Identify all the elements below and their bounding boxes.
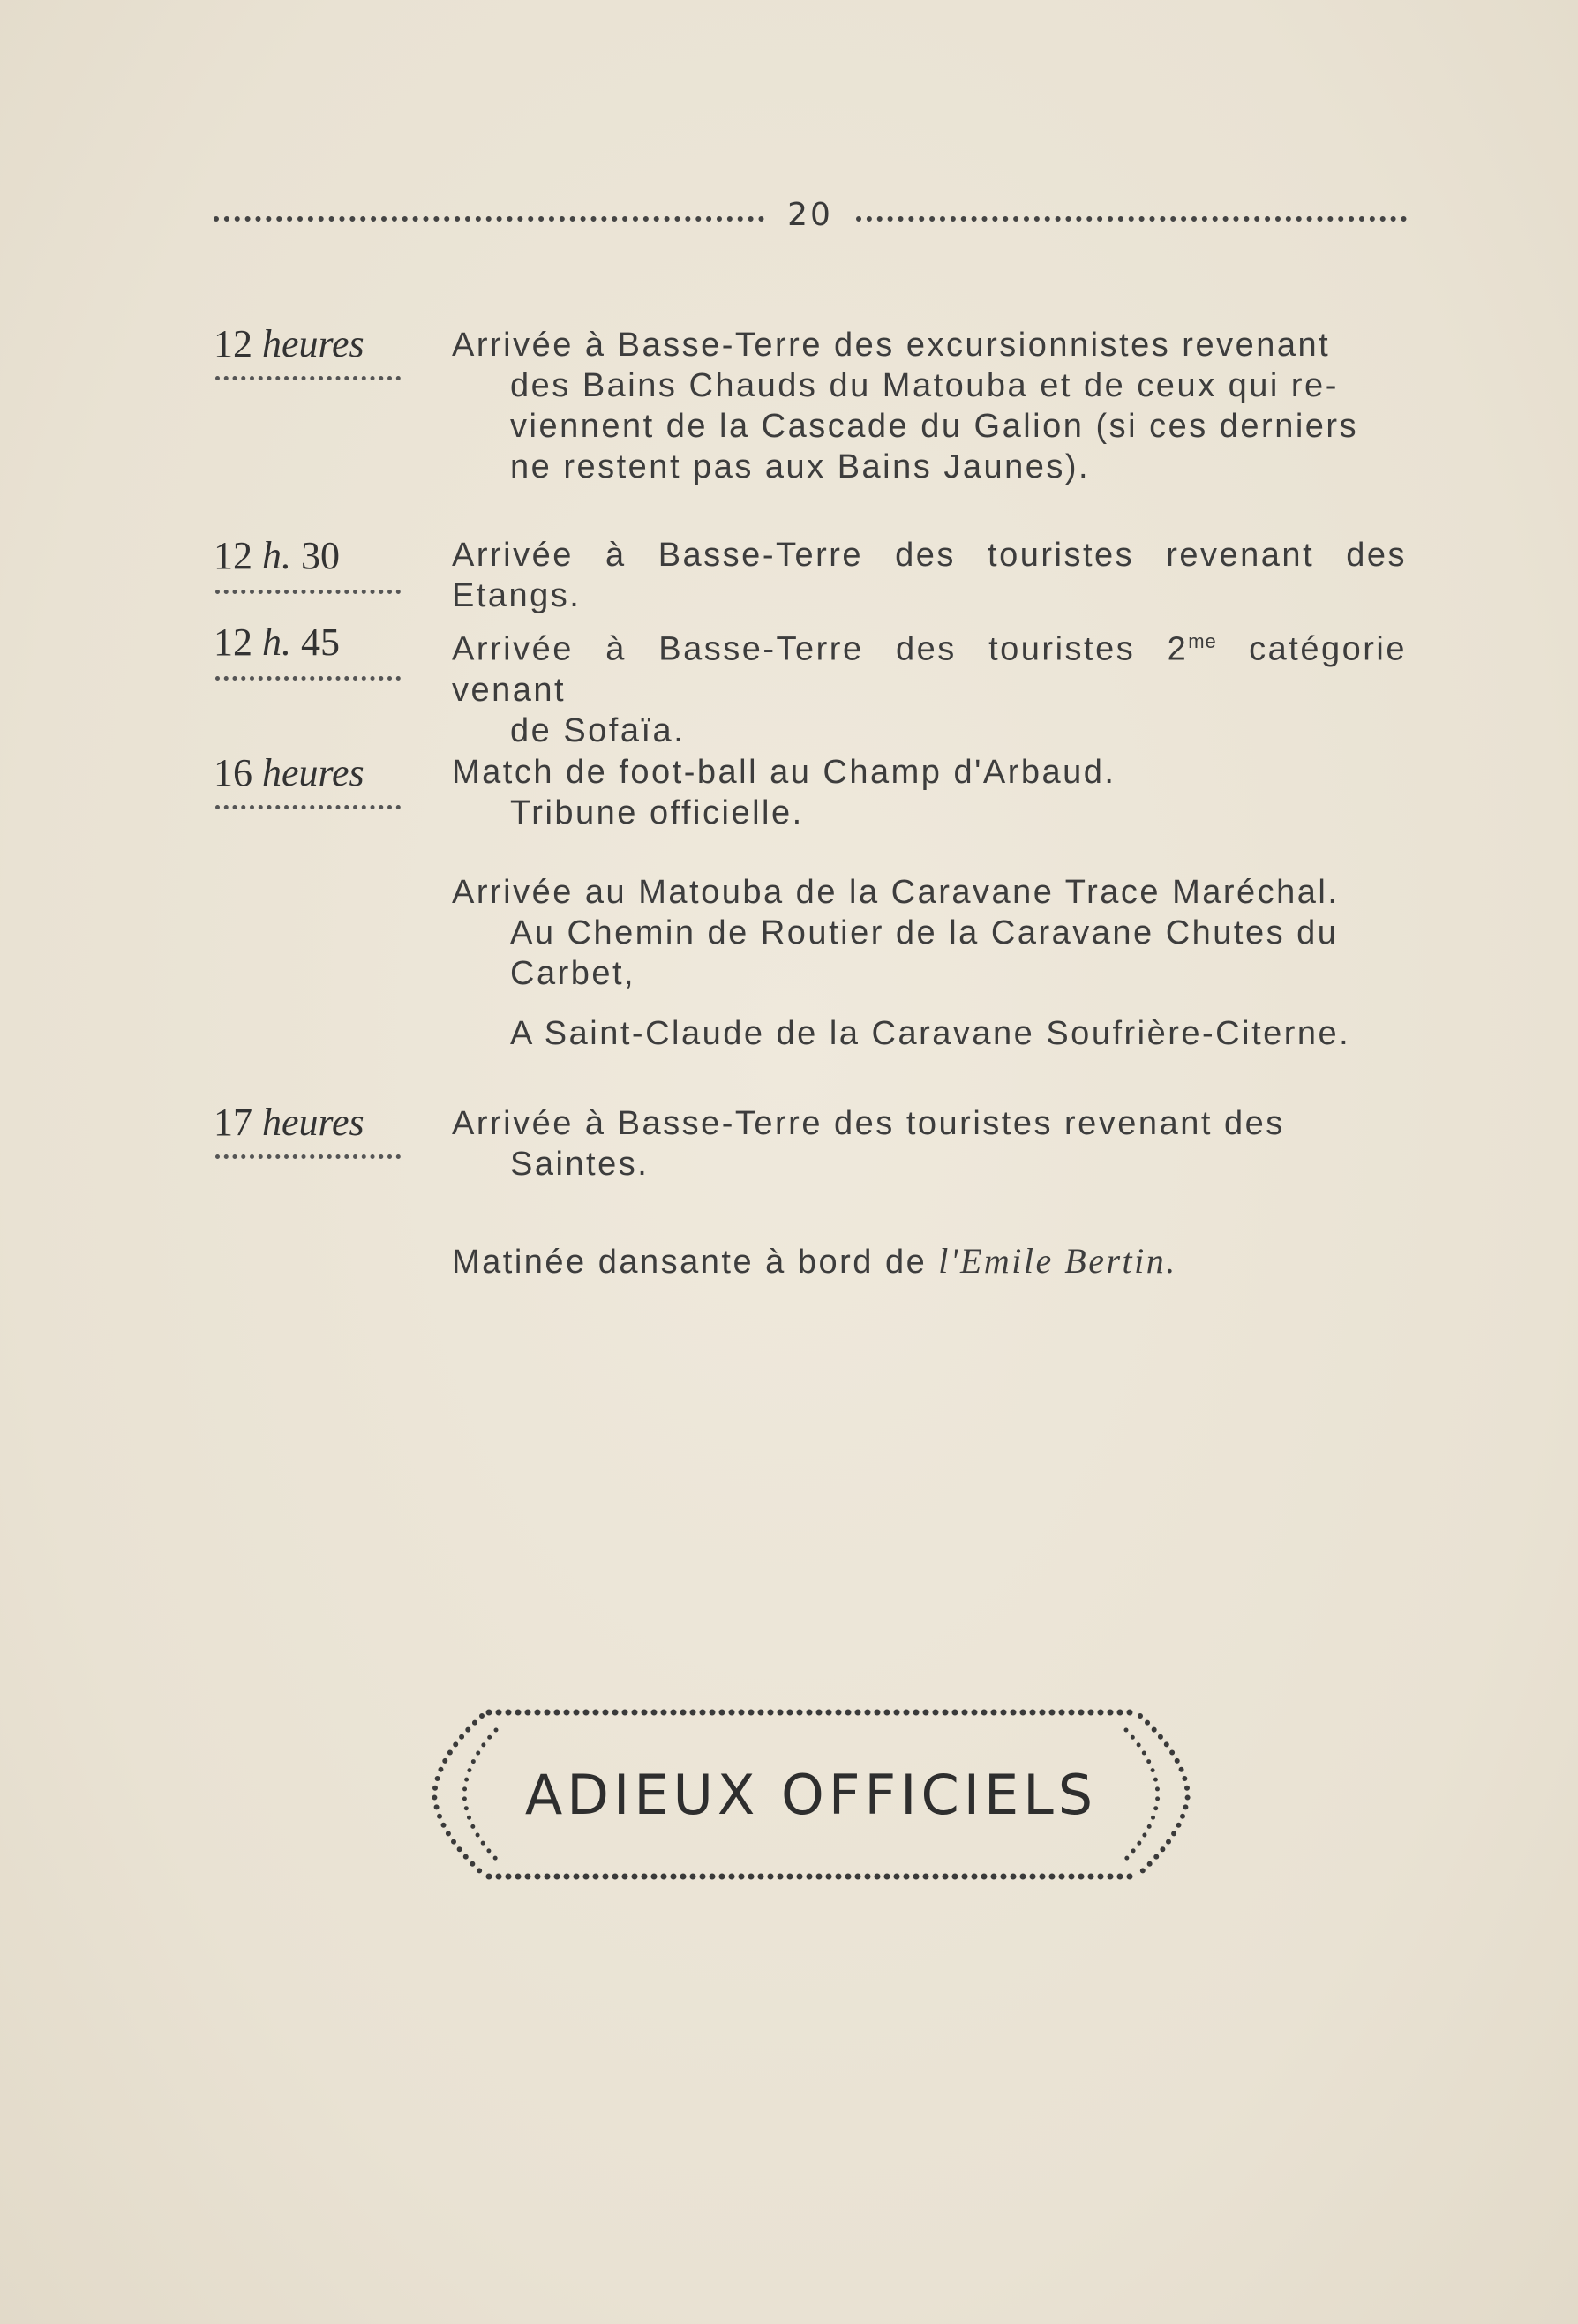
time-leader xyxy=(215,376,401,380)
entry-description: Arrivée à Basse-Terre des touristes revenant des Etangs. xyxy=(452,537,1407,614)
time-leader xyxy=(215,1154,401,1159)
time-leader xyxy=(215,590,401,594)
entry-time: 17 heures xyxy=(214,1101,364,1144)
page-header xyxy=(214,192,1407,237)
section-cartouche xyxy=(420,1704,1202,1885)
entry-time: 12 h. 30 xyxy=(214,534,340,577)
entry-description: Arrivée à Basse-Terre des touristes revenant des Saintes. xyxy=(452,1105,1285,1183)
entry-description: Match de foot-ball au Champ d'Arbaud. Tribune officielle. xyxy=(452,754,1116,831)
time-leader xyxy=(215,676,401,681)
header-left-leader xyxy=(214,216,764,222)
page-number: 20 xyxy=(787,196,833,233)
entry-description: Arrivée à Basse-Terre des excursionnistes revenant des Bains Chauds du Matouba et de ceux qui re- viennent de la Cascade du Galion (si ces derniers ne restent pas aux Bains Jaunes). xyxy=(452,327,1359,485)
entry-time: 12 heures xyxy=(214,322,364,365)
section-title: ADIEUX OFFICIELS xyxy=(524,1762,1098,1827)
entry-time: 12 h. 45 xyxy=(214,620,340,664)
entry-description: Matinée dansante à bord de l'Emile Bertin. xyxy=(452,1241,1177,1281)
entry-time: 16 heures xyxy=(214,751,364,794)
header-right-leader xyxy=(856,216,1407,222)
entry-description: Arrivée à Basse-Terre des touristes $2^{me}$ catégorie venant de Sofaïa. xyxy=(452,630,1407,749)
entry-description: Arrivée au Matouba de la Caravane Trace Maréchal. Au Chemin de Routier de la Caravane Chutes du Carbet, A Saint-Claude de la Caravane Soufrière-Citerne. xyxy=(452,874,1351,1052)
time-leader xyxy=(215,805,401,809)
